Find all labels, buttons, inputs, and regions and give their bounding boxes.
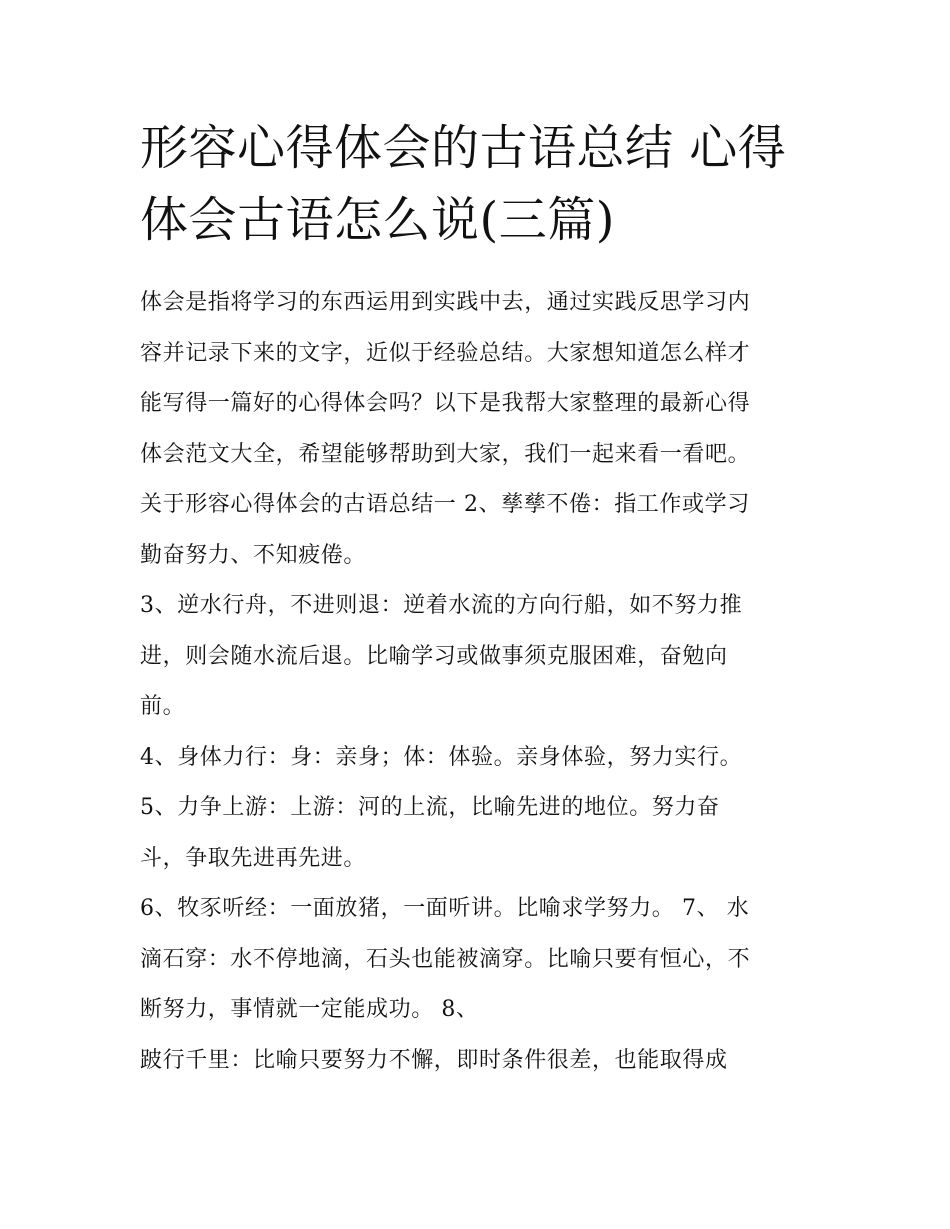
body-line: 断努力，事情就一定能成功。 8、 <box>140 997 479 1022</box>
body-line: 能写得一篇好的心得体会吗？以下是我帮大家整理的最新心得 <box>140 391 751 416</box>
body-line: 跛行千里：比喻只要努力不懈，即时条件很差，也能取得成 <box>140 1047 728 1073</box>
body-line: 前。 <box>140 694 186 719</box>
page-title <box>140 112 830 256</box>
body-line: 斗，争取先进再先进。 <box>140 845 367 871</box>
body-line: 4、身体力行：身：亲身；体：体验。亲身体验，努力实行。 <box>140 744 743 770</box>
body-line: 3、逆水行舟，不进则退：逆着水流的方向行船，如不努力推 <box>140 593 743 618</box>
body-text <box>140 278 830 1086</box>
body-line: 体会是指将学习的东西运用到实践中去，通过实践反思学习内 <box>140 290 751 315</box>
body-line: 容并记录下来的文字，近似于经验总结。大家想知道怎么样才 <box>140 340 751 366</box>
body-line: 6、牧豕听经：一面放猪，一面听讲。比喻求学努力。 7、 水 <box>140 896 750 921</box>
body-line: 进，则会随水流后退。比喻学习或做事须克服困难，奋勉向 <box>140 643 728 669</box>
body-line: 5、力争上游：上游：河的上流，比喻先进的地位。努力奋 <box>140 795 720 820</box>
body-line: 关于形容心得体会的古语总结一 2、孳孳不倦：指工作或学习 <box>140 492 750 517</box>
title-line: 体会古语怎么说(三篇) <box>140 192 615 248</box>
body-line: 体会范文大全，希望能够帮助到大家，我们一起来看一看吧。 <box>140 441 751 467</box>
body-line: 滴石穿：水不停地滴，石头也能被滴穿。比喻只要有恒心，不 <box>140 946 751 972</box>
title-line: 形容心得体会的古语总结 心得 <box>140 120 787 176</box>
body-line: 勤奋努力、不知疲倦。 <box>140 542 367 568</box>
